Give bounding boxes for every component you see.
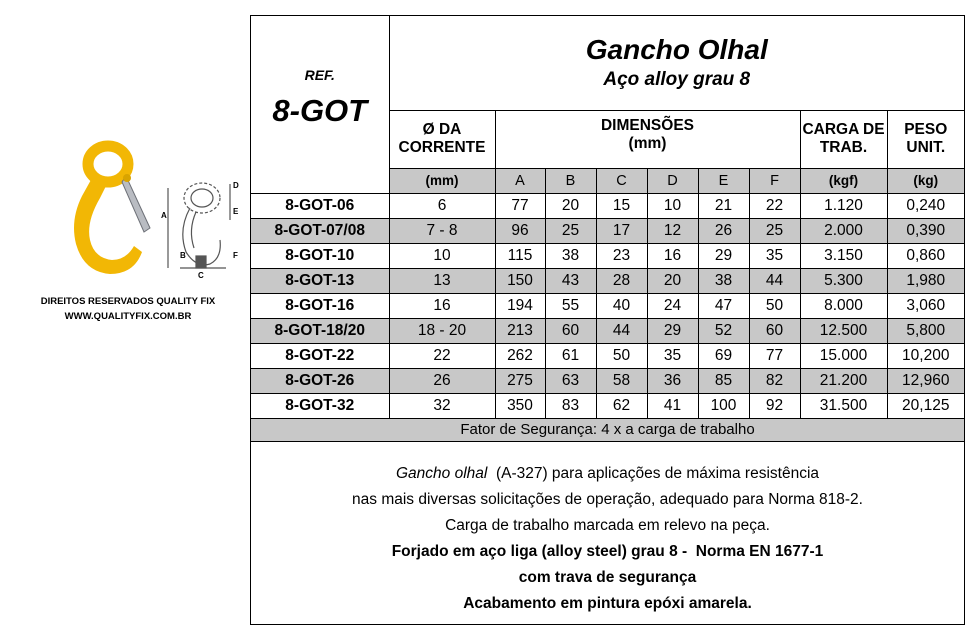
description-line: Carga de trabalho marcada em relevo na peça. (445, 517, 770, 534)
table-cell: 20 (647, 268, 698, 293)
table-cell: 10 (647, 193, 698, 218)
table-cell: 8-GOT-26 (251, 368, 389, 393)
table-cell: 82 (749, 368, 800, 393)
table-cell: 92 (749, 393, 800, 418)
description-line (251, 461, 964, 487)
ref-code: 8-GOT (272, 93, 368, 129)
table-cell: 10,200 (887, 343, 964, 368)
table-cell: 60 (545, 318, 596, 343)
table-row (251, 218, 964, 243)
label-b: B (180, 251, 186, 260)
table-cell: 29 (698, 243, 749, 268)
safety-factor-row (251, 418, 964, 441)
table-cell: 52 (698, 318, 749, 343)
table-cell: 50 (596, 343, 647, 368)
dimensions-header-line2: (mm) (628, 134, 667, 152)
copyright-line: DIREITOS RESERVADOS QUALITY FIX (40, 296, 216, 307)
table-cell: 12.500 (800, 318, 887, 343)
product-description (251, 461, 964, 617)
table-row (251, 243, 964, 268)
table-cell: 3.150 (800, 243, 887, 268)
table-cell: 41 (647, 393, 698, 418)
table-cell: 115 (495, 243, 545, 268)
table-cell: 0,240 (887, 193, 964, 218)
table-cell: 275 (495, 368, 545, 393)
yellow-hook-icon (74, 146, 150, 274)
table-cell: 5.300 (800, 268, 887, 293)
dimensions-header (495, 110, 800, 168)
table-cell: 16 (389, 293, 495, 318)
table-cell: 44 (596, 318, 647, 343)
table-row (251, 268, 964, 293)
table-cell: 38 (545, 243, 596, 268)
description-line1-rest: (A-327) para aplicações de máxima resistência (487, 465, 820, 482)
table-row (251, 193, 964, 218)
table-cell: 13 (389, 268, 495, 293)
table-cell: 213 (495, 318, 545, 343)
table-cell: 31.500 (800, 393, 887, 418)
table-cell: 35 (749, 243, 800, 268)
chain-header-line1: Ø DA (422, 121, 462, 138)
table-cell: 1,980 (887, 268, 964, 293)
unit-cell: D (647, 168, 698, 193)
table-row (251, 393, 964, 418)
table-cell: 8-GOT-10 (251, 243, 389, 268)
unit-cell: C (596, 168, 647, 193)
chain-header-line2: CORRENTE (398, 139, 486, 156)
unit-cell: A (495, 168, 545, 193)
table-cell: 20,125 (887, 393, 964, 418)
label-a: A (161, 211, 167, 220)
table-cell: 6 (389, 193, 495, 218)
table-cell: 96 (495, 218, 545, 243)
table-cell: 3,060 (887, 293, 964, 318)
table-cell: 22 (389, 343, 495, 368)
table-cell: 194 (495, 293, 545, 318)
table-cell: 35 (647, 343, 698, 368)
description-line: Forjado em aço liga (alloy steel) grau 8 - Norma EN 1677-1 (391, 543, 824, 560)
unit-cell: B (545, 168, 596, 193)
table-row (251, 343, 964, 368)
weight-header-line1: PESO (904, 121, 948, 138)
unit-cell: (kgf) (800, 168, 887, 193)
weight-header (887, 110, 964, 168)
ref-label: REF. (304, 67, 335, 84)
table-cell: 25 (545, 218, 596, 243)
table-cell: 61 (545, 343, 596, 368)
table-cell: 8-GOT-16 (251, 293, 389, 318)
table-cell: 50 (749, 293, 800, 318)
description-line: com trava de segurança (518, 569, 697, 586)
table-cell: 69 (698, 343, 749, 368)
label-f: F (233, 251, 238, 260)
website-line: WWW.QUALITYFIX.COM.BR (64, 311, 192, 322)
copyright-notice (8, 294, 248, 324)
table-cell: 10 (389, 243, 495, 268)
table-cell: 28 (596, 268, 647, 293)
table-cell: 17 (596, 218, 647, 243)
weight-header-line2: UNIT. (906, 139, 946, 156)
table-cell: 83 (545, 393, 596, 418)
table-cell: 12,960 (887, 368, 964, 393)
table-cell: 8-GOT-07/08 (251, 218, 389, 243)
table-cell: 26 (389, 368, 495, 393)
table-cell: 7 - 8 (389, 218, 495, 243)
table-cell: 8-GOT-32 (251, 393, 389, 418)
unit-cell: (mm) (389, 168, 495, 193)
table-cell: 15.000 (800, 343, 887, 368)
table-cell: 1.120 (800, 193, 887, 218)
dimension-drawing (168, 183, 230, 268)
table-cell: 2.000 (800, 218, 887, 243)
table-cell: 24 (647, 293, 698, 318)
description-line: nas mais diversas solicitações de operação, adequado para Norma 818-2. (352, 491, 863, 508)
ref-cell (251, 16, 389, 193)
page-title: Gancho Olhal (585, 33, 768, 65)
description-product-name: Gancho olhal (395, 465, 488, 482)
hook-image (30, 140, 240, 280)
spec-sheet (250, 15, 965, 625)
table-cell: 85 (698, 368, 749, 393)
title-cell (389, 16, 964, 110)
table-cell: 150 (495, 268, 545, 293)
table-cell: 47 (698, 293, 749, 318)
table-cell: 26 (698, 218, 749, 243)
table-cell: 36 (647, 368, 698, 393)
table-cell: 58 (596, 368, 647, 393)
table-cell: 23 (596, 243, 647, 268)
table-cell: 62 (596, 393, 647, 418)
table-cell: 22 (749, 193, 800, 218)
table-cell: 63 (545, 368, 596, 393)
unit-cell: (kg) (887, 168, 964, 193)
load-header-line1: CARGA DE (802, 121, 885, 138)
description-line: Acabamento em pintura epóxi amarela. (463, 595, 752, 612)
table-cell: 18 - 20 (389, 318, 495, 343)
table-cell: 5,800 (887, 318, 964, 343)
chain-header (389, 110, 495, 168)
table-cell: 29 (647, 318, 698, 343)
table-row (251, 293, 964, 318)
table-cell: 8.000 (800, 293, 887, 318)
label-d: D (233, 181, 239, 190)
table-row (251, 318, 964, 343)
table-cell: 55 (545, 293, 596, 318)
table-cell: 0,860 (887, 243, 964, 268)
table-cell: 350 (495, 393, 545, 418)
table-cell: 38 (698, 268, 749, 293)
table-cell: 21 (698, 193, 749, 218)
table-cell: 262 (495, 343, 545, 368)
table-cell: 77 (749, 343, 800, 368)
table-cell: 8-GOT-18/20 (251, 318, 389, 343)
spec-table (251, 16, 964, 442)
table-cell: 0,390 (887, 218, 964, 243)
table-cell: 8-GOT-13 (251, 268, 389, 293)
table-cell: 25 (749, 218, 800, 243)
table-cell: 15 (596, 193, 647, 218)
table-cell: 32 (389, 393, 495, 418)
dimensions-header-line1: DIMENSÕES (600, 116, 694, 134)
table-cell: 20 (545, 193, 596, 218)
table-cell: 16 (647, 243, 698, 268)
table-cell: 21.200 (800, 368, 887, 393)
table-cell: 8-GOT-22 (251, 343, 389, 368)
unit-cell: F (749, 168, 800, 193)
load-header (800, 110, 887, 168)
table-cell: 43 (545, 268, 596, 293)
table-row (251, 368, 964, 393)
table-cell: 100 (698, 393, 749, 418)
load-header-line2: TRAB. (819, 139, 868, 156)
label-e: E (233, 207, 239, 216)
unit-cell: E (698, 168, 749, 193)
table-cell: 60 (749, 318, 800, 343)
safety-factor: Fator de Segurança: 4 x a carga de trabalho (251, 418, 964, 441)
table-cell: 44 (749, 268, 800, 293)
table-cell: 40 (596, 293, 647, 318)
table-cell: 8-GOT-06 (251, 193, 389, 218)
page-subtitle: Aço alloy grau 8 (603, 68, 751, 90)
table-cell: 77 (495, 193, 545, 218)
label-c: C (198, 271, 204, 280)
table-cell: 12 (647, 218, 698, 243)
